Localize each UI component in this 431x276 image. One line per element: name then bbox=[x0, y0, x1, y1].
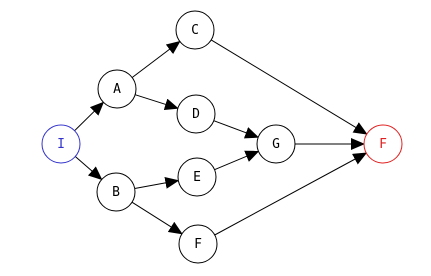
node-f2 bbox=[364, 125, 402, 163]
node-b bbox=[97, 173, 135, 211]
node-label: D bbox=[192, 107, 200, 122]
edge-a-to-c bbox=[132, 42, 180, 78]
edge-c-to-f2 bbox=[211, 40, 367, 134]
node-g bbox=[257, 125, 295, 163]
node-i bbox=[42, 125, 80, 163]
edge-e-to-g bbox=[215, 151, 259, 169]
edge-d-to-g bbox=[214, 121, 258, 138]
node-label: I bbox=[57, 137, 65, 152]
node-label: E bbox=[193, 170, 201, 185]
edge-i-to-a bbox=[75, 102, 104, 130]
edge-b-to-f1 bbox=[132, 202, 182, 234]
node-label: C bbox=[191, 23, 199, 38]
edge-i-to-b bbox=[75, 157, 101, 180]
node-c bbox=[176, 11, 214, 49]
node-e bbox=[178, 158, 216, 196]
node-d bbox=[177, 95, 215, 133]
edge-b-to-e bbox=[135, 181, 179, 189]
node-label: G bbox=[272, 137, 280, 152]
edge-a-to-d bbox=[135, 95, 178, 109]
node-label: B bbox=[112, 185, 120, 200]
edge-f1-to-f2 bbox=[215, 153, 367, 235]
node-f1 bbox=[179, 225, 217, 263]
node-label: F bbox=[379, 137, 387, 152]
node-label: A bbox=[113, 82, 121, 97]
nodes-layer bbox=[42, 11, 402, 263]
node-label: F bbox=[194, 237, 202, 252]
node-a bbox=[98, 70, 136, 108]
